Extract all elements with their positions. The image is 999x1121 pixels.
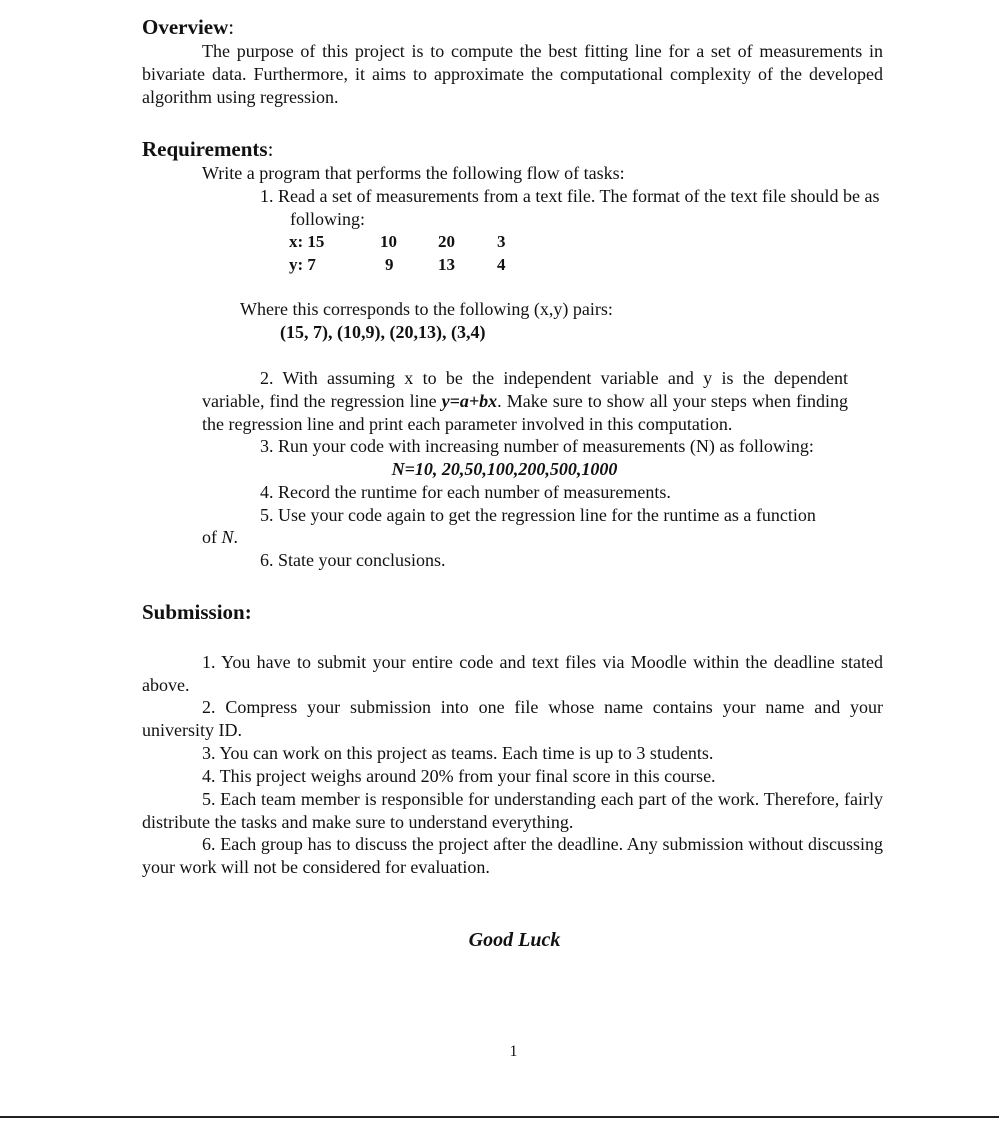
good-luck: Good Luck (468, 929, 561, 951)
requirement-item-2 (202, 367, 848, 436)
format-y-label: y: 7 (289, 255, 316, 274)
format-x-value: 10 (380, 232, 397, 251)
pairs-list: (15, 7), (10,9), (20,13), (3,4) (280, 322, 486, 342)
requirement-item-4: 4. Record the runtime for each number of measurements. (260, 482, 671, 502)
submission-item-2: 2. Compress your submission into one file whose name contains your name and your university ID. (142, 697, 883, 740)
submission-item-1: 1. You have to submit your entire code and text files via Moodle within the deadline stated above. (142, 652, 883, 695)
overview-heading-text: Overview (142, 15, 229, 39)
format-y-value: 13 (438, 255, 455, 274)
submission-item-5: 5. Each team member is responsible for understanding each part of the work. Therefore, fairly distribute the tasks and make sure to understand everything. (142, 789, 883, 832)
requirement-item-3: 3. Run your code with increasing number of measurements (N) as following: (260, 436, 814, 456)
overview-heading (142, 14, 234, 40)
requirements-intro: Write a program that performs the following flow of tasks: (202, 163, 625, 183)
format-y-value: 9 (385, 255, 394, 274)
item5-prefix: of (202, 527, 222, 547)
format-row-x (289, 231, 529, 253)
overview-paragraph: The purpose of this project is to compute the best fitting line for a set of measurements in bivariate data. Furthermore, it aims to approximate the computational complexity of the developed algorithm using regression. (142, 41, 883, 107)
format-x-value: 3 (497, 232, 506, 251)
requirement-item-5: 5. Use your code again to get the regression line for the runtime as a function (260, 505, 816, 525)
requirements-heading-text: Requirements (142, 137, 268, 161)
format-y-value: 4 (497, 255, 506, 274)
item5-variable: N (221, 527, 234, 547)
submission-item-6: 6. Each group has to discuss the project after the deadline. Any submission without discussing your work will not be considered for evaluation. (142, 834, 883, 877)
pairs-intro: Where this corresponds to the following (x,y) pairs: (240, 299, 613, 319)
requirement-item-1: 1. Read a set of measurements from a text file. The format of the text file should be as following: (260, 186, 880, 229)
page-number: 1 (509, 1043, 518, 1060)
item2-text-start: 2. With assuming x to be the independent variable and y is the dependent variable, find the regression line (202, 368, 848, 411)
format-x-value: 20 (438, 232, 455, 251)
submission-item-3: 3. You can work on this project as teams. Each time is up to 3 students. (202, 743, 714, 763)
requirement-item-5-cont (202, 526, 402, 549)
overview-heading-colon: : (228, 15, 235, 39)
format-x-label: x: 15 (289, 232, 325, 251)
format-row-y (289, 254, 529, 276)
submission-item-4: 4. This project weighs around 20% from your final score in this course. (202, 766, 716, 786)
page-bottom-edge (0, 1116, 999, 1118)
requirements-heading-colon: : (267, 137, 274, 161)
regression-formula: y=a+bx (441, 391, 498, 411)
submission-heading: Submission: (142, 600, 252, 624)
item2-text-end: . Make sure to show all your steps when finding the regression line and print each parameter involved in this computation. (202, 391, 848, 434)
item5-suffix: . (233, 527, 239, 547)
n-values: N=10, 20,50,100,200,500,1000 (391, 459, 618, 479)
requirements-heading (142, 136, 273, 162)
requirement-item-6: 6. State your conclusions. (260, 550, 446, 570)
